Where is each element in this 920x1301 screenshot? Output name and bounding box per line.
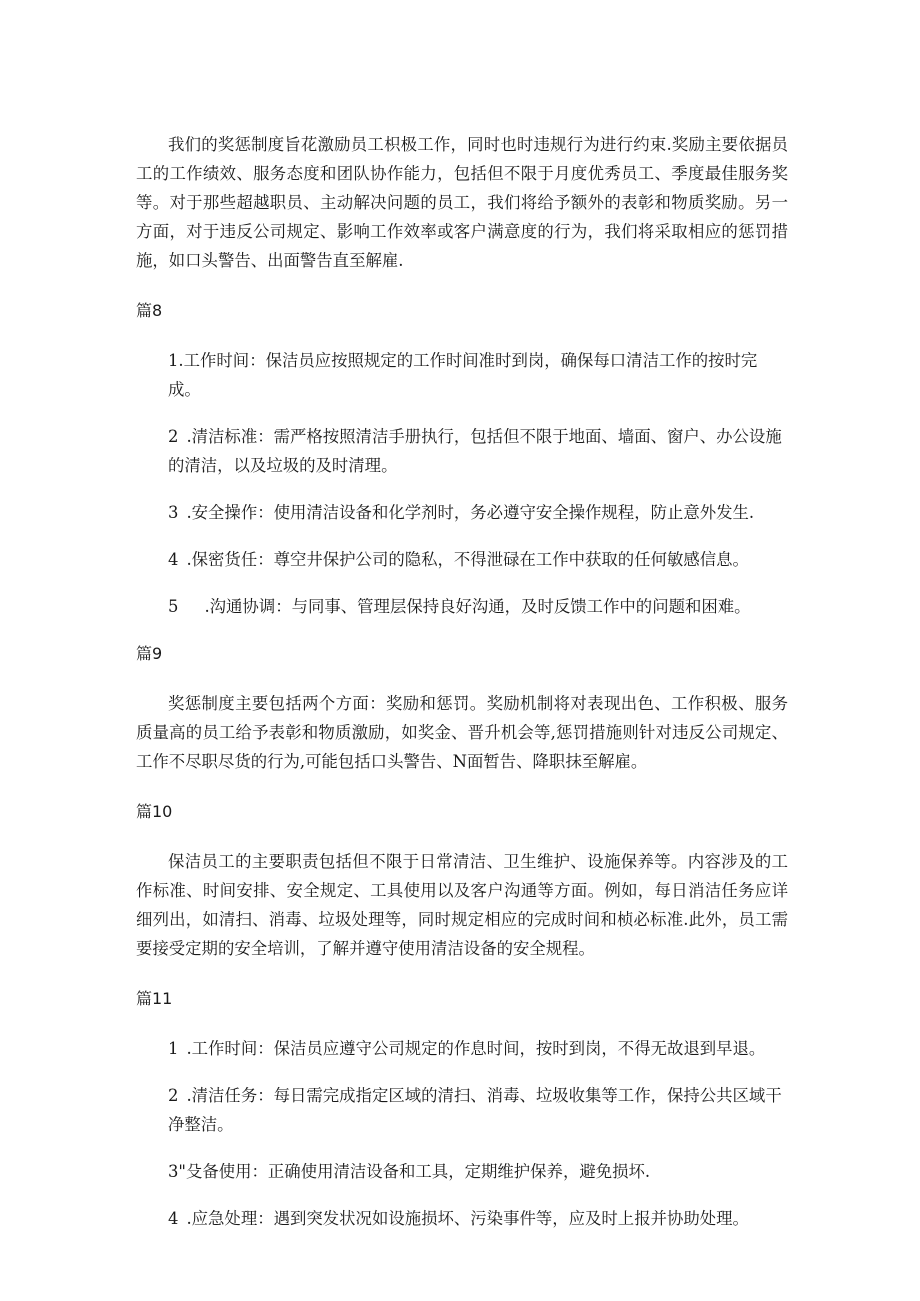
item-text: .清洁任务：每日需完成指定区域的清扫、消毒、垃圾收集等工作，保持公共区域干净整洁。 [168, 1086, 782, 1134]
item-text: 殳备使用：正确使用清洁设备和工具，定期维护保养，避免损坏. [185, 1162, 651, 1181]
list-item [136, 1034, 788, 1063]
item-number: 1 [168, 1039, 179, 1058]
section-heading-8: 篇8 [136, 301, 163, 320]
item-text: .沟通协调：与同事、管理层保持良好沟通，及时反馈工作中的问题和困难。 [204, 597, 751, 616]
item-number: 2 [168, 427, 179, 446]
list-item [136, 545, 788, 574]
item-number: 5 [168, 597, 179, 616]
section-heading-11: 篇11 [136, 989, 173, 1008]
section-heading-10: 篇10 [136, 802, 173, 821]
item-number: 4 [168, 550, 179, 569]
item-number: 3" [168, 1162, 186, 1181]
section-10-paragraph: 保洁员工的主要职责包括但不限于日常清洁、卫生维护、设施保养等。内容涉及的工作标准、时间安排、安全规定、工具使用以及客户沟通等方面。例如，每日消洁任务应详细列出，如清扫、消毒、垃圾处理等，同时规定相应的完成时间和桢必标准.此外，员工需要接受定期的安全培训，了解并遵守使用清洁设备的安全规程。 [136, 852, 788, 958]
item-text: .安全操作：使用清洁设备和化学剂时，务必遵守安全操作规程，防止意外发生. [186, 503, 755, 522]
item-text: .工作时间：保洁员应遵守公司规定的作息时间，按时到岗，不得无故退到早退。 [186, 1039, 766, 1058]
item-number: 2 [168, 1086, 179, 1105]
item-number: 4 [168, 1209, 179, 1228]
item-number: 1. [168, 351, 184, 370]
item-text: .保密货任：尊空井保护公司的隐私，不得泄碌在工作中获取的任何敏感信息。 [186, 550, 749, 569]
item-text: 工作时间：保洁员应按照规定的工作时间准时到岗，确保每口清洁工作的按时完成。 [168, 351, 758, 399]
section-heading-9: 篇9 [136, 644, 163, 663]
intro-paragraph: 我们的奖惩制度旨花激励员工枳极工作，同时也时违规行为进行约束.奖励主要依据员工的工作绩效、服务态度和团队协作能力，包括但不限于月度优秀员工、季度最佳服务奖等。对于那些超越职员、主动解决问题的员工，我们将给予额外的表彰和物质奖励。另一方面，对于违反公司规定、影响工作效率或客户满意度的行为，我们将采取相应的惩罚措施，如口头警告、出面警告直至解雇. [136, 135, 788, 270]
list-item [136, 1081, 788, 1139]
list-item [136, 422, 788, 480]
list-item [136, 1204, 788, 1233]
list-item [136, 1157, 788, 1186]
document-page [136, 130, 788, 1251]
list-item [136, 592, 788, 621]
item-text: .清洁标准：需严格按照清洁手册执行，包括但不限于地面、墙面、窗户、办公设施的清洁，以及垃圾的及时清理。 [168, 427, 782, 475]
section-9-paragraph: 奖惩制度主要包括两个方面：奖励和惩罚。奖励机制将对表现出色、工作积极、服务质量高的员工给予表彰和物质激励，如奖金、晋升机会等,惩罚措施则针对违反公司规定、工作不尽职尽货的行为,可能包括口头警告、N面暂告、降职抹至解雇。 [136, 694, 788, 771]
list-item [136, 498, 788, 527]
item-number: 3 [168, 503, 179, 522]
item-text: .应急处理：遇到突发状况如设施损坏、污染事件等，应及时上报并协助处理。 [186, 1209, 749, 1228]
list-item [136, 346, 788, 404]
